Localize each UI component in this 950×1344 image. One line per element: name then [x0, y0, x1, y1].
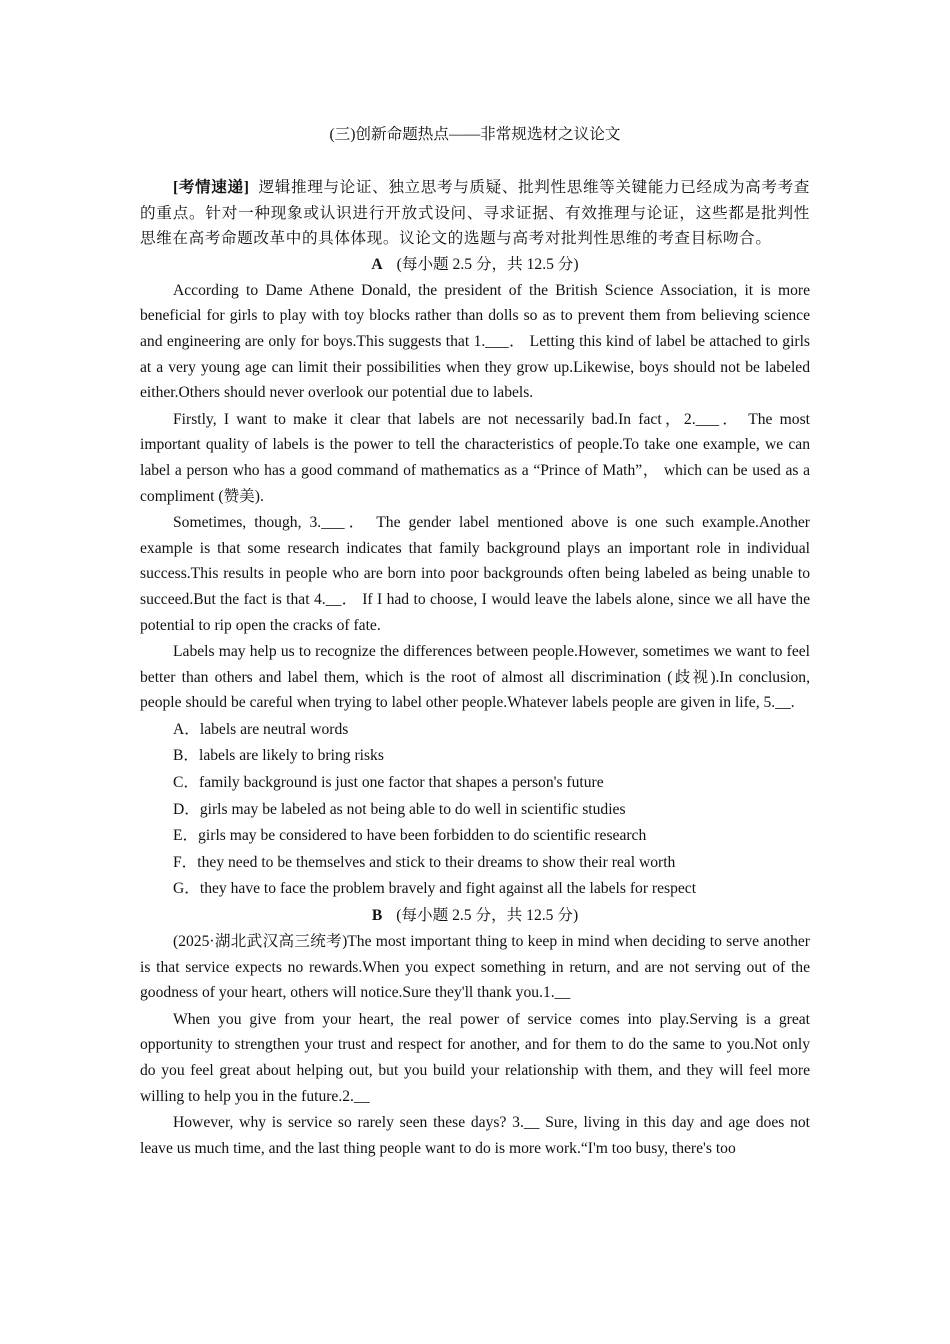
- section-b-letter: B: [371, 907, 383, 925]
- section-a-letter: A: [371, 255, 383, 273]
- section-b-score: (每小题 2.5 分，共 12.5 分): [396, 907, 579, 925]
- section-b-paragraph-2: When you give from your heart, the real power of service comes into play.Serving is a great opportunity to strengthen your trust and respect for another, and for them to do the same to you.Not only do you feel great about helping out, but you build your relationship with them, and they will feel more willing to help you in the future.2.__: [140, 1010, 810, 1105]
- section-a-score: (每小题 2.5 分，共 12.5 分): [396, 255, 579, 273]
- option-a: A．labels are neutral words: [173, 720, 349, 738]
- option-f: F．they need to be themselves and stick to their dreams to show their real worth: [173, 853, 676, 871]
- intro-text: 逻辑推理与论证、独立思考与质疑、批判性思维等关键能力已经成为高考考查的重点。针对一种现象或认识进行开放式设问、寻求证据、有效推理与论证，这些都是批判性思维在高考命题改革中的具体体现。议论文的选题与高考对批判性思维的考查目标吻合。: [140, 179, 811, 248]
- intro-paragraph: [140, 175, 810, 252]
- section-b-paragraph-3: However, why is service so rarely seen these days? 3.__ Sure, living in this day and age does not leave us much time, and the last thing people want to do is more work.“I'm too busy, there's too: [140, 1114, 810, 1157]
- intro-label: [考情速递]: [173, 179, 250, 196]
- document-body: [140, 122, 810, 1162]
- option-g: G．they have to face the problem bravely and fight against all the labels for respect: [173, 880, 697, 898]
- option-d: D．girls may be labeled as not being able to do well in scientific studies: [173, 800, 626, 818]
- section-b-paragraph-1: (2025·湖北武汉高三统考)The most important thing to keep in mind when deciding to serve another is that service expects no rewards.When you expect something in return, and are not serving out of the goodness of your heart, others will notice.Sure they'll thank you.1.__: [140, 933, 810, 1002]
- section-a-paragraph-2: Firstly, I want to make it clear that labels are not necessarily bad.In fact，2.___． The most important quality of labels is the power to tell the characteristics of people.To take one example, we can label a person who has a good command of mathematics as a “Prince of Math”， which can be used as a compliment (赞美).: [140, 410, 810, 505]
- option-b: B．labels are likely to bring risks: [173, 747, 384, 765]
- page-title: (三)创新命题热点——非常规选材之议论文: [329, 126, 621, 143]
- option-e: E．girls may be considered to have been forbidden to do scientific research: [173, 827, 647, 845]
- option-c: C．family background is just one factor that shapes a person's future: [173, 774, 604, 792]
- section-b-heading: [140, 903, 810, 929]
- section-a-paragraph-3: Sometimes, though, 3.___． The gender label mentioned above is one such example.Another example is that some research indicates that family background plays an important role in individual success.This results in people who are born into poor backgrounds often being labeled as being unable to succeed.But the fact is that 4.__． If I had to choose, I would leave the labels alone, since we all have the potential to rip open the cracks of fate.: [140, 514, 810, 634]
- section-a-paragraph-4: Labels may help us to recognize the differences between people.However, sometimes we want to feel better than others and label them, which is the root of almost all discrimination (歧视).In conclusion, people should be careful when trying to label other people.Whatever labels people are given in life, 5.__.: [140, 643, 810, 712]
- section-a-heading: [140, 252, 810, 278]
- section-a-paragraph-1: According to Dame Athene Donald, the president of the British Science Association, it is more beneficial for girls to play with toy blocks rather than dolls so as to prevent them from believing science and engineering are only for boys.This suggests that 1.___． Letting this kind of label be attached to girls at a very young age can limit their possibilities when they grow up.Likewise, boys should not be labeled either.Others should never overlook our potential due to labels.: [140, 281, 810, 402]
